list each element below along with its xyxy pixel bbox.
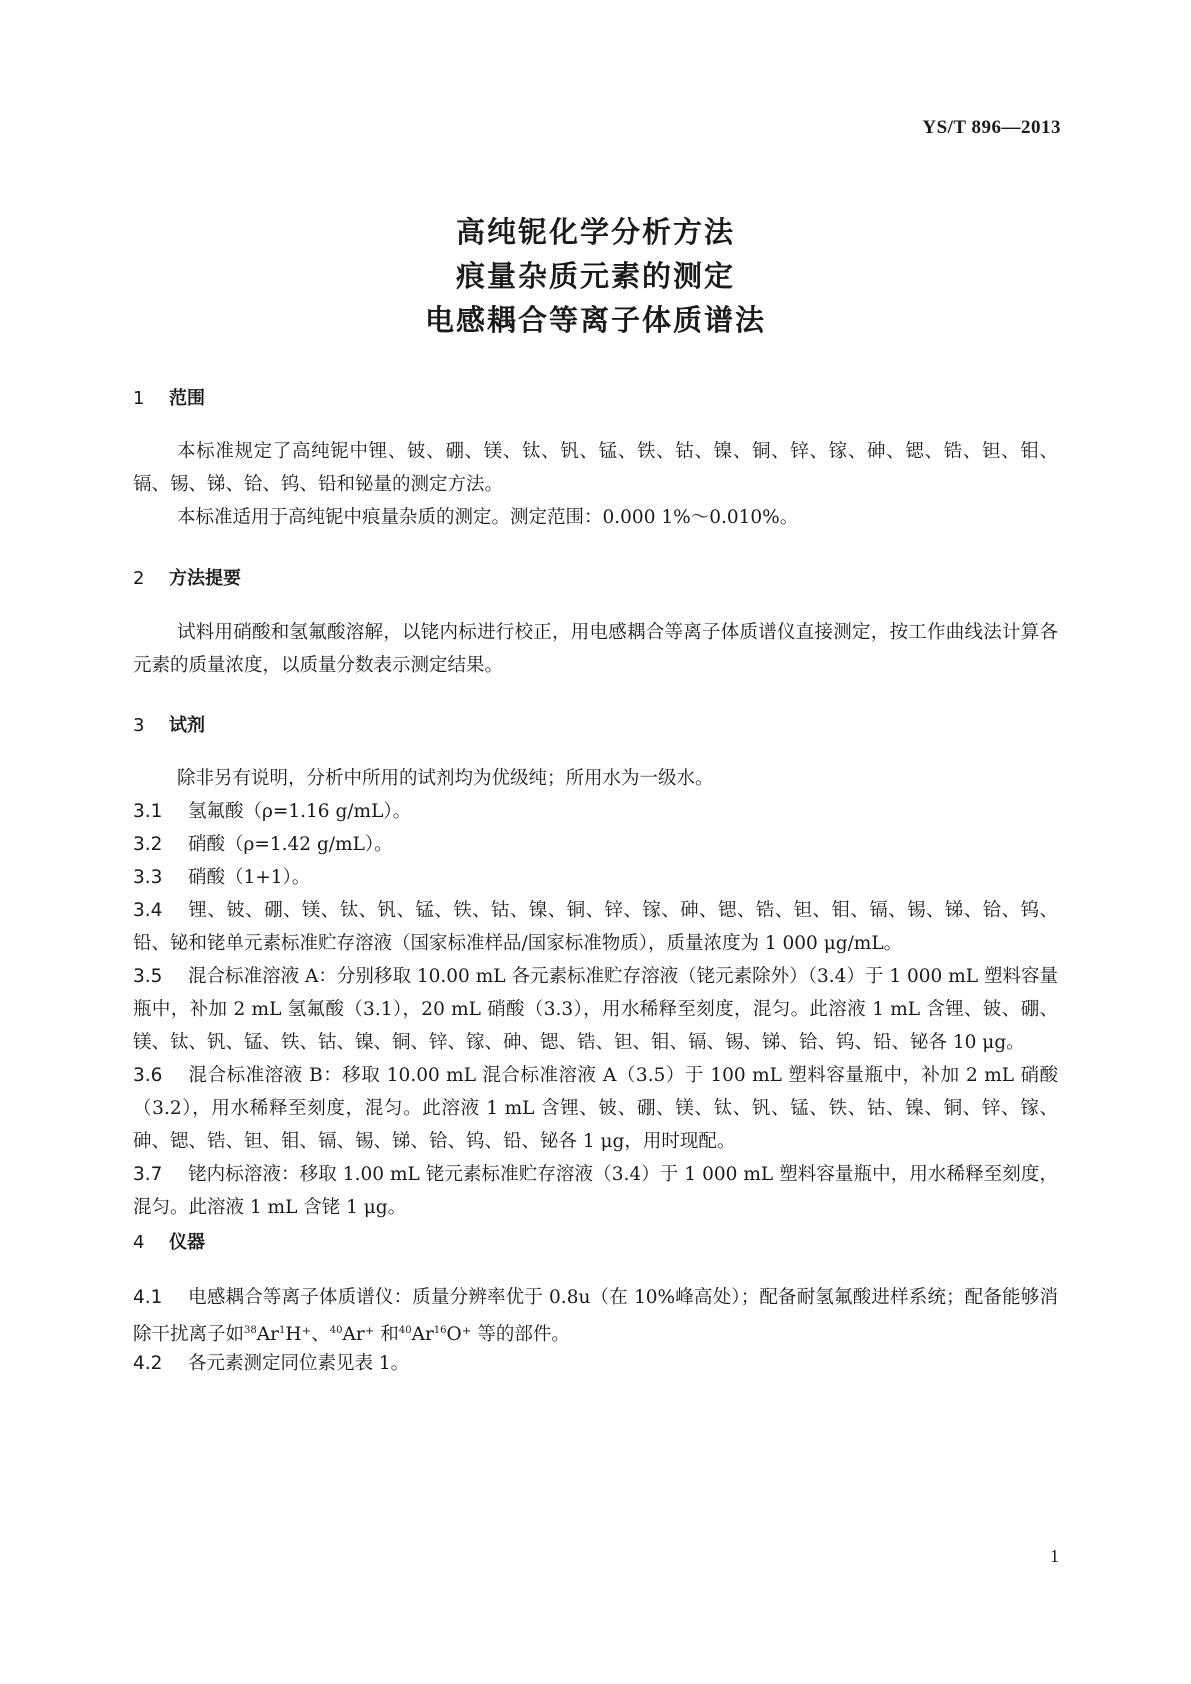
section-heading-1 <box>133 384 205 410</box>
item-text <box>133 1287 1058 1345</box>
document-title <box>0 210 1191 342</box>
item-number: 3.5 <box>133 966 163 987</box>
item-text-part: H⁺、 <box>285 1324 330 1346</box>
item-text: 混合标准溶液 B：移取 10.00 mL 混合标准溶液 A（3.5）于 100 mL 塑料容量瓶中，补加 2 mL 硝酸（3.2），用水稀释至刻度，混匀。此溶液 1 mL 含锂、铍、硼、镁、钛、钒、锰、铁、钴、镍、铜、锌、镓、砷、锶、锆、钽、钼、镉、锡、锑、铪、钨、铅、铋各 1 μg，用时现配。 <box>133 1065 1058 1152</box>
item-text-part: Ar <box>256 1324 279 1346</box>
isotope-mass: 38 <box>244 1325 257 1336</box>
item-text: 铑内标溶液：移取 1.00 mL 铑元素标准贮存溶液（3.4）于 1 000 mL 塑料容量瓶中，用水稀释至刻度，混匀。此溶液 1 mL 含铑 1 μg。 <box>133 1164 1058 1218</box>
item-text: 各元素测定同位素见表 1。 <box>188 1353 410 1374</box>
list-item <box>133 894 1058 960</box>
section-number: 1 <box>133 388 145 409</box>
section-title: 方法提要 <box>169 568 241 589</box>
section-heading-2 <box>133 564 241 590</box>
section-heading-3 <box>133 711 205 737</box>
title-line-1: 高纯铌化学分析方法 <box>455 215 735 249</box>
list-item <box>133 795 1058 828</box>
section-number: 3 <box>133 715 145 736</box>
list-item <box>133 1281 1058 1351</box>
section-title: 试剂 <box>169 715 205 736</box>
item-number: 3.4 <box>133 900 163 921</box>
item-text: 锂、铍、硼、镁、钛、钒、锰、铁、钴、镍、铜、锌、镓、砷、锶、锆、钽、钼、镉、锡、锑、铪、钨、铅、铋和铑单元素标准贮存溶液（国家标准样品/国家标准物质），质量浓度为 1 000 μg/mL。 <box>133 900 1058 954</box>
item-text-part: O⁺ 等的部件。 <box>446 1324 570 1346</box>
item-text: 硝酸（ρ=1.42 g/mL）。 <box>188 834 393 855</box>
isotope-mass: 1 <box>278 1325 286 1336</box>
list-item <box>133 828 1058 861</box>
paragraph: 本标准规定了高纯铌中锂、铍、硼、镁、钛、钒、锰、铁、钴、镍、铜、锌、镓、砷、锶、锆、钽、钼、镉、锡、锑、铪、钨、铅和铋量的测定方法。 <box>133 441 1058 495</box>
paragraph: 除非另有说明，分析中所用的试剂均为优级纯；所用水为一级水。 <box>177 768 714 789</box>
item-text-part: Ar⁺ 和 <box>342 1324 399 1346</box>
item-number: 4.2 <box>133 1353 163 1374</box>
isotope-mass: 40 <box>398 1325 412 1336</box>
section-number: 4 <box>133 1232 145 1253</box>
section-heading-4 <box>133 1228 205 1254</box>
section-title: 仪器 <box>169 1232 205 1253</box>
item-number: 3.6 <box>133 1065 163 1086</box>
item-number: 3.2 <box>133 834 163 855</box>
isotope-mass: 40 <box>329 1325 343 1336</box>
list-item <box>133 960 1058 1059</box>
standard-code: YS/T 896—2013 <box>922 117 1061 138</box>
item-text: 硝酸（1+1）。 <box>188 867 311 888</box>
item-number: 3.1 <box>133 801 163 822</box>
section-title: 范围 <box>169 388 205 409</box>
section-number: 2 <box>133 568 145 589</box>
title-line-2: 痕量杂质元素的测定 <box>455 259 735 293</box>
list-item <box>133 1158 1058 1224</box>
list-item <box>133 1059 1058 1158</box>
isotope-mass: 16 <box>433 1325 447 1336</box>
paragraph: 本标准适用于高纯铌中痕量杂质的测定。测定范围：0.000 1%～0.010%。 <box>177 507 799 528</box>
page-number: 1 <box>1050 1546 1059 1566</box>
item-text-part: Ar <box>411 1324 434 1346</box>
item-text: 氢氟酸（ρ=1.16 g/mL）。 <box>188 801 412 822</box>
list-item <box>133 861 1058 894</box>
item-number: 4.1 <box>133 1287 163 1308</box>
item-text: 混合标准溶液 A：分别移取 10.00 mL 各元素标准贮存溶液（铑元素除外）（3.4）于 1 000 mL 塑料容量瓶中，补加 2 mL 氢氟酸（3.1），20 mL 硝酸（3.3），用水稀释至刻度，混匀。此溶液 1 mL 含锂、铍、硼、镁、钛、钒、锰、铁、钴、镍、铜、锌、镓、砷、锶、锆、钽、钼、镉、锡、锑、铪、钨、铅、铋各 10 μg。 <box>133 966 1058 1053</box>
item-number: 3.3 <box>133 867 163 888</box>
paragraph: 试料用硝酸和氢氟酸溶解，以铑内标进行校正，用电感耦合等离子体质谱仪直接测定，按工作曲线法计算各元素的质量浓度，以质量分数表示测定结果。 <box>133 622 1058 676</box>
title-line-3: 电感耦合等离子体质谱法 <box>424 303 766 337</box>
item-number: 3.7 <box>133 1164 163 1185</box>
item-text-part: 电感耦合等离子体质谱仪：质量分辨率优于 0.8u（在 10%峰高处）；配备耐氢氟酸进样系统；配备能够消除干扰离子如 <box>133 1287 1058 1346</box>
list-item <box>133 1347 1058 1380</box>
